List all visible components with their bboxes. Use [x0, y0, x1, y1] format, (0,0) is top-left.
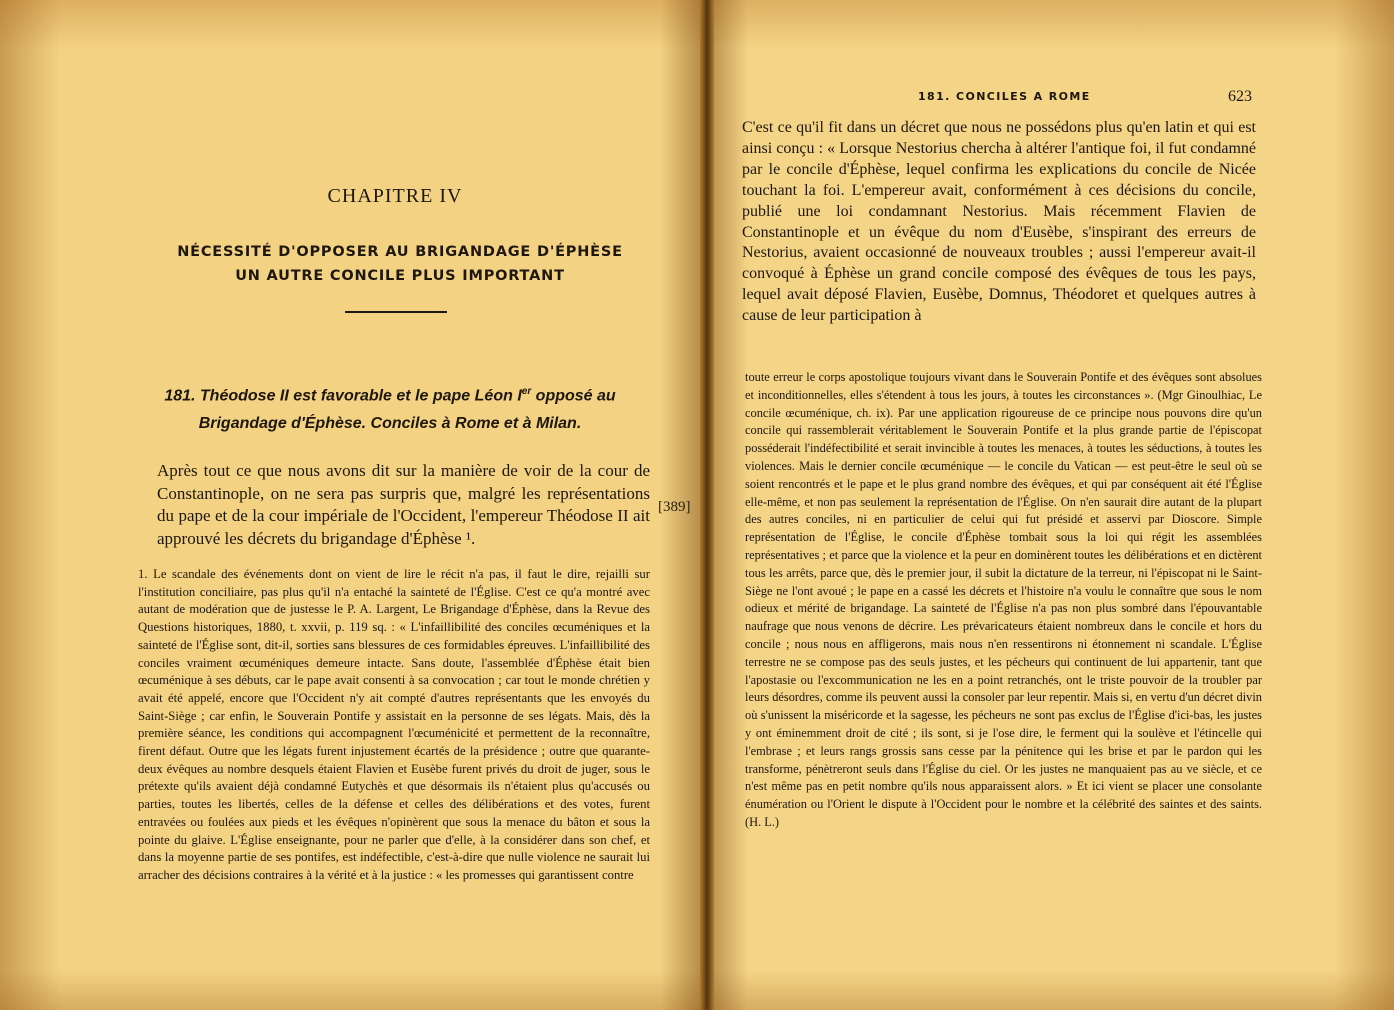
footnote-right: toute erreur le corps apostolique toujours vivant dans le Souverain Pontife et des évêques sont absolues et inconditionnelles, elles s'étendent à tous les jours, à toutes les circonstances ». (Mgr Ginoulhiac, Le concile œcuménique, ch. ix). Par une application rigoureuse de ce principe nous pouvons dire qu'un concile qui rassemblerait véritablement le Souverain Pontife et la plus grande partie de l'épiscopat posséderait l'indéfectibilité et serait invincible à toutes les menaces, à toutes les séductions, à toutes les violences. Mais le dernier concile œcuménique — le concile du Vatican — est peut-être le seul où se soient rencontrés et le pape et le plus grand nombre des évêques, et qui par conséquent ait été l'Église elle-même, et non pas seulement la représentation de l'Église. On n'en saurait dire autant de la plupart des autres conciles, ni en particulier de celui qui fut présidé et asservi par Dioscore. Simple représentation de l'Église, le concile d'Éphèse tombait sous la loi qui régit les assemblées représentatives ; et parce que la violence et la peur en dominèrent toutes les délibérations et en dictèrent tous les arrêts, parce que, dès le premier jour, il subit la dictature de la terreur, ni l'épiscopat ni le Saint-Siège ne l'ont avoué ; le pape en a cassé les décrets et l'histoire n'a voulu le connaître que sous le nom odieux et mérité de brigandage. La sainteté de l'Église n'a pas non plus sombré dans l'épouvantable naufrage que nous venons de décrire. Les prévaricateurs étaient nombreux dans le concile et hors du concile ; nous nous en affligerons, mais nous n'en ressentirons ni étonnement ni scandale. L'Église terrestre ne se compose pas des seuls justes, et les pécheurs qui continuent de lui appartenir, tant que l'apostasie ou l'excommunication ne les en a point retranchés, ont le triste pouvoir de la troubler par leurs désordres, comme ils peuvent aussi la consoler par leur repentir. Mais si, en vertu d'un décret divin où s'unissent la miséricorde et la sagesse, les pécheurs ne sont pas exclus de l'Église d'ici-bas, les justes y ont éminemment droit de cité ; ils sont, si je l'ose dire, le ferment qui la soulève et l'étincelle qui l'embrase ; et leurs rangs grossis sans cesse par la pénitence qui les brise et par le pardon qui les transforme, pénètreront seuls dans l'Église du ciel. Or les justes ne manquaient pas au ve siècle, et ce n'est même pas en petit nombre qu'ils nous apparaissent alors. » Et ici vient se placer une consolante énumération ou l'Orient le dispute à l'Occident pour le nombre et la célébrité des saintes et des saints. (H. L.): [745, 370, 1262, 829]
footnote-left: 1. Le scandale des événements dont on vient de lire le récit n'a pas, il faut le dire, rejailli sur l'institution conciliaire, pas plus qu'il n'a entaché la sainteté de l'Église. C'est ce qu'a montré avec autant de modération que de justesse le P. A. Largent, Le Brigandage d'Éphèse, dans la Revue des Questions historiques, 1880, t. xxvii, p. 119 sq. : « L'infaillibilité des conciles œcuméniques et la sainteté de l'Église sont, dit-il, sorties sans blessures de ces formidables épreuves. L'infaillibilité des conciles vraiment œcuméniques demeure intacte. Sans doute, l'assemblée d'Éphèse était bien œcuménique à ses débuts, car le pape avait consenti à sa convocation ; car tout le monde chrétien y avait été appelé, encore que l'Occident n'y ait compté d'autres représentants que les envoyés du Saint-Siège ; car enfin, le Souverain Pontife y assistait en la personne de ses légats. Mais, dès la première séance, les conditions qui accompagnent l'œcuménicité et permettent de la reconnaître, firent défaut. Outre que les légats furent injustement écartés de la présidence ; outre que quarante-deux évêques au nombre desquels étaient Flavien et Eusèbe furent privés du droit de juger, sous le prétexte qu'ils avaient déjà condamné Eutychès et que désormais ils n'étaient plus qu'accusés ou parties, toutes les libertés, celles de la défense et celles des délibérations et des votes, furent entravées ou foulées aux pieds et les évêques n'opinèrent que sous la menace du bâton et sous la pointe du glaive. L'Église enseignante, pour ne parler que d'elle, à la considérer dans son chef, et dans la moyenne partie de ses pontifes, est indéfectible, c'est-à-dire que nulle violence ne saurait lui arracher des décisions contraires à la vérité et à la justice : « les promesses qui garantissent contre: [138, 567, 650, 882]
section-heading-superscript: er: [521, 386, 532, 397]
chapter-subtitle-line-1: NÉCESSITÉ D'OPPOSER AU BRIGANDAGE D'ÉPHÈSE: [177, 244, 623, 260]
body-text-right: C'est ce qu'il fit dans un décret que nous ne possédons plus qu'en latin et qui est ainsi conçu : « Lorsque Nestorius chercha à altérer l'antique foi, il fut condamné par le concile d'Éphèse, lequel confirma les explications du concile de Nicée touchant la foi. L'empereur avait, conformément à ces décisions du concile, publié une loi condamnant Nestorius. Mais récemment Flavien de Constantinople et un évêque du nom d'Eusèbe, s'inspirant des erreurs de Nestorius, avaient occasionné de nouveaux troubles ; aussi l'empereur avait-il convoqué à Éphèse un grand concile composé des évêques de tous les pays, lequel avait déposé Flavien, Eusèbe, Domnus, Théodoret et quelques autres à cause de leur participation à: [742, 119, 1256, 325]
chapter-title: CHAPITRE IV: [327, 185, 463, 207]
chapter-subtitle: [150, 240, 650, 288]
section-heading: [130, 378, 650, 438]
section-heading-part-2: opposé au Brigandage d'Éphèse. Conciles à Rome et à Milan.: [198, 387, 616, 433]
body-paragraph: Après tout ce que nous avons dit sur la manière de voir de la cour de Constantinople, on ne sera pas surpris que, malgré les représentations du pape et de la cour impériale de l'Occident, l'empereur Théodose II ait approuvé les décrets du brigandage d'Éphèse ¹.: [157, 461, 650, 548]
chapter-subtitle-line-2: UN AUTRE CONCILE PLUS IMPORTANT: [235, 268, 565, 284]
margin-page-reference: [389]: [658, 499, 691, 515]
page-number: 623: [1228, 88, 1252, 105]
running-head: 181. CONCILES A ROME: [918, 90, 1091, 103]
section-heading-part-1: 181. Théodose II est favorable et le pape Léon I: [164, 387, 522, 405]
book-gutter: [700, 0, 714, 1010]
chapter-divider-rule: [345, 311, 447, 313]
right-page: [708, 0, 1394, 1010]
